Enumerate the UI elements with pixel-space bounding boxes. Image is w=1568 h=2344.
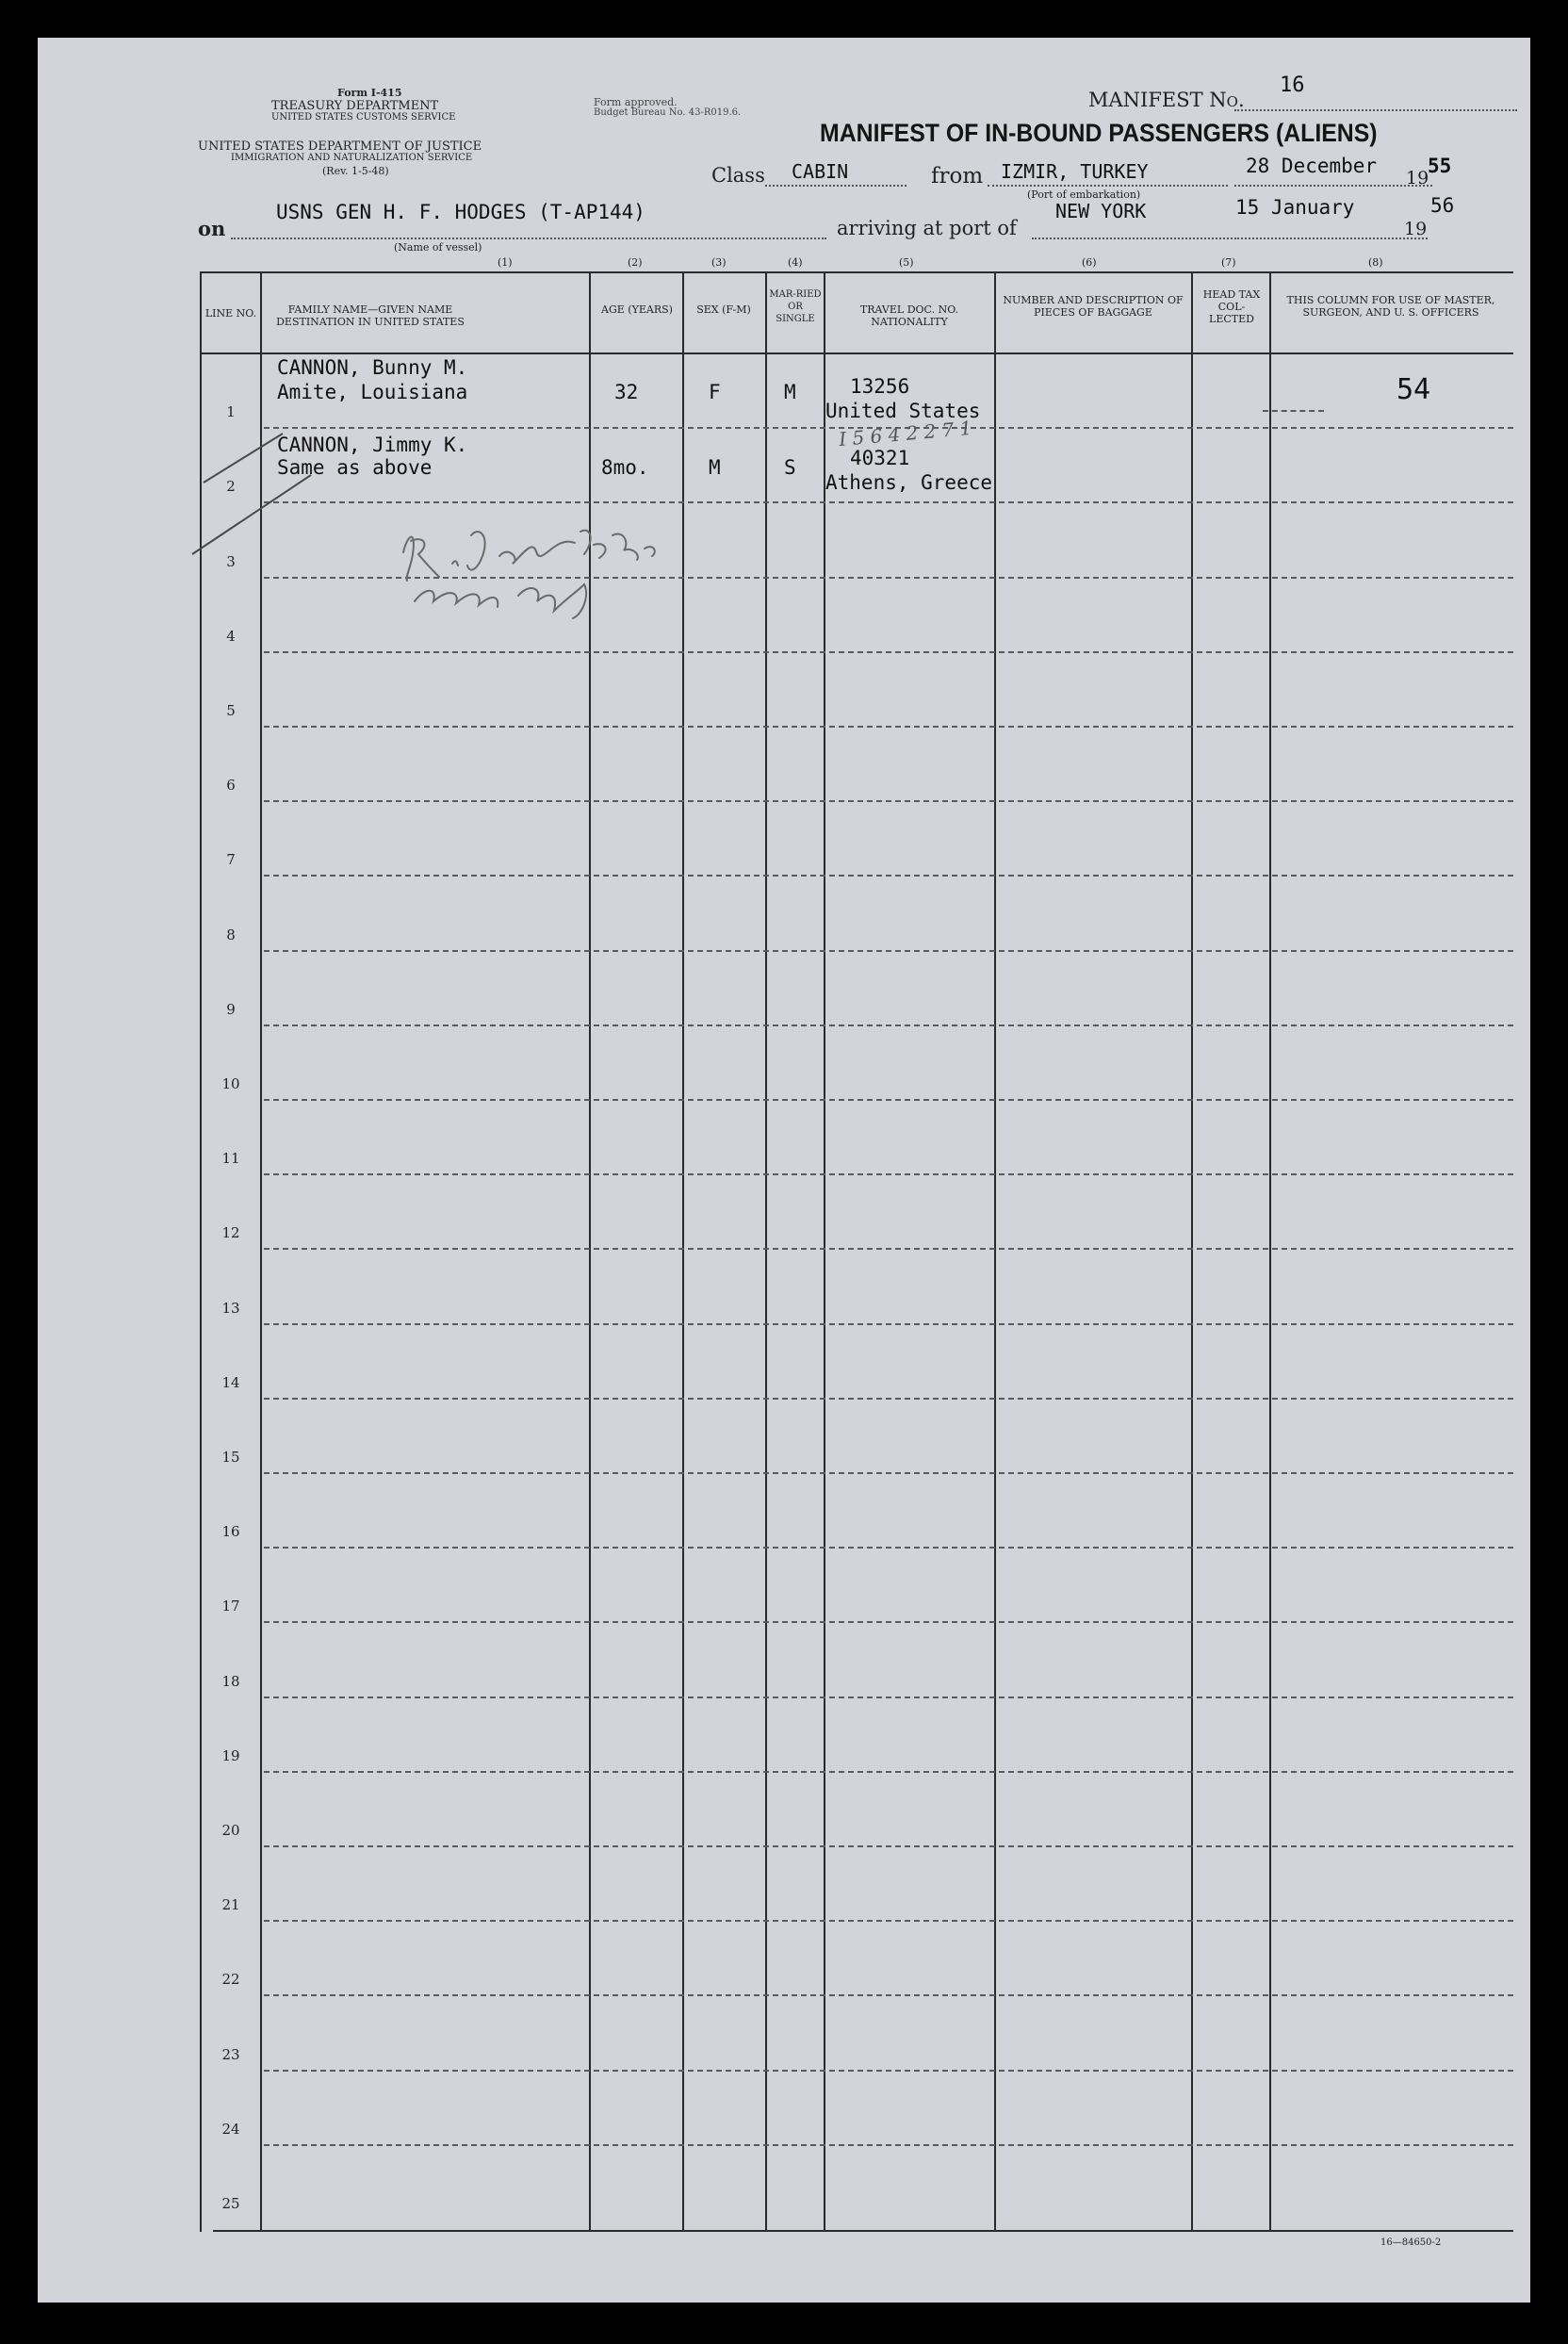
passenger-age: 32 [614, 381, 639, 403]
col-divider [994, 271, 996, 2232]
table-row [264, 1398, 1513, 1400]
arrival-year: 56 [1430, 194, 1455, 217]
row-number: 20 [221, 1822, 240, 1839]
form-number: Form I-415 [337, 87, 402, 99]
passenger-sex: M [709, 456, 721, 479]
table-row [264, 1920, 1513, 1922]
row-number: 2 [226, 478, 236, 495]
travel-doc-number: 40321 [850, 447, 910, 469]
manifest-no-label: MANIFEST No. [1088, 89, 1245, 111]
vessel-name: USNS GEN H. F. HODGES (T-AP144) [276, 201, 645, 223]
manifest-no-value: 16 [1280, 74, 1305, 97]
row-number: 3 [226, 553, 236, 570]
from-label: from [931, 164, 984, 189]
ins-service: IMMIGRATION AND NATURALIZATION SERVICE [231, 153, 473, 163]
row-number: 12 [221, 1224, 240, 1241]
header-head-tax: HEAD TAX COL-LECTED [1202, 288, 1261, 325]
depart-year-prefix: 19 [1406, 168, 1429, 189]
vessel-caption: (Name of vessel) [394, 241, 482, 254]
header-travel-doc: TRAVEL DOC. NO. NATIONALITY [859, 303, 959, 328]
col-number: (3) [711, 256, 727, 269]
table-row [264, 875, 1513, 877]
header-line-no: LINE NO. [204, 307, 257, 320]
row-number: 15 [221, 1449, 240, 1466]
row-number: 25 [221, 2195, 240, 2212]
header-married: MAR-RIED OR SINGLE [769, 289, 822, 324]
passenger-destination: Same as above [277, 456, 433, 479]
nationality: United States [825, 400, 981, 422]
table-row [264, 2070, 1513, 2072]
header-age: AGE (YEARS) [601, 303, 673, 316]
arriving-label: arriving at port of [837, 217, 1017, 239]
row-number: 18 [221, 1673, 240, 1690]
col-number: (8) [1368, 256, 1383, 269]
table-row [264, 1845, 1513, 1847]
table-top-border [200, 271, 1513, 273]
customs-service: UNITED STATES CUSTOMS SERVICE [271, 112, 456, 123]
vessel-line [231, 238, 826, 239]
table-left-border [200, 271, 202, 2232]
table-row [264, 2144, 1513, 2146]
table-row [264, 1771, 1513, 1773]
row-number: 4 [226, 628, 236, 645]
manifest-title: MANIFEST OF IN-BOUND PASSENGERS (ALIENS) [820, 119, 1378, 147]
justice-department: UNITED STATES DEPARTMENT OF JUSTICE [198, 139, 482, 154]
port-embarkation-caption: (Port of embarkation) [1027, 189, 1141, 201]
passenger-marital: M [784, 381, 796, 403]
table-row [264, 726, 1513, 728]
arrival-year-prefix: 19 [1404, 219, 1428, 239]
table-row [264, 1323, 1513, 1325]
row-number: 1 [226, 403, 236, 420]
row-number: 14 [221, 1374, 240, 1391]
pen-slash-marks [179, 396, 320, 566]
form-approved: Form approved. [594, 96, 678, 108]
class-label: Class [711, 164, 765, 187]
on-label: on [198, 217, 226, 240]
depart-date-line [1234, 185, 1432, 187]
arrival-date-line [1234, 238, 1428, 239]
row-number: 5 [226, 702, 236, 719]
header-sex: SEX (F-M) [696, 303, 751, 316]
table-row [264, 1173, 1513, 1175]
arrival-port: NEW YORK [1055, 200, 1147, 222]
class-line [765, 185, 906, 187]
passenger-marital: S [784, 456, 796, 479]
table-row [264, 1697, 1513, 1698]
col-divider [260, 271, 262, 2232]
class-value: CABIN [792, 160, 849, 183]
nationality: Athens, Greece [825, 471, 993, 494]
row-number: 13 [221, 1300, 240, 1317]
col-divider [1269, 271, 1271, 2232]
footer-code: 16—84650-2 [1380, 2237, 1442, 2248]
passenger-age: 8mo. [601, 456, 649, 479]
from-value: IZMIR, TURKEY [1001, 160, 1149, 183]
depart-year: 55 [1428, 155, 1452, 177]
row-number: 23 [221, 2046, 240, 2063]
col-number: (5) [899, 256, 914, 269]
row-number: 11 [221, 1150, 240, 1167]
passenger-name: CANNON, Jimmy K. [277, 434, 468, 456]
table-row [264, 1099, 1513, 1101]
revision: (Rev. 1-5-48) [322, 165, 389, 177]
row-number: 8 [226, 926, 236, 943]
arrival-port-line [1032, 238, 1239, 239]
col-number: (2) [628, 256, 643, 269]
row-number: 22 [221, 1971, 240, 1988]
table-row [264, 1024, 1513, 1026]
header-name-destination: FAMILY NAME—GIVEN NAME DESTINATION IN UNITED STATES [276, 303, 465, 328]
table-bottom-border [213, 2230, 1513, 2232]
manifest-no-line [1234, 109, 1517, 111]
travel-doc-number: 13256 [850, 375, 910, 398]
doc-annotation: I 5 6 4 2 2 7 1 [838, 416, 973, 451]
officer-note: 54 [1396, 373, 1431, 406]
col-divider [824, 271, 825, 2232]
col-number: (1) [498, 256, 513, 269]
header-officers: THIS COLUMN FOR USE OF MASTER, SURGEON, AND U. S. OFFICERS [1286, 294, 1495, 319]
row-number: 24 [221, 2121, 240, 2138]
row-number: 21 [221, 1896, 240, 1913]
table-row [264, 1248, 1513, 1250]
col-divider [1191, 271, 1193, 2232]
arrival-date: 15 January [1235, 196, 1355, 219]
row-number: 19 [221, 1747, 240, 1764]
table-row [264, 1547, 1513, 1549]
passenger-name: CANNON, Bunny M. [277, 356, 468, 379]
table-header-border [200, 352, 1513, 354]
row-number: 10 [221, 1075, 240, 1092]
manifest-sheet [38, 38, 1530, 2303]
col-number: (7) [1221, 256, 1236, 269]
table-row [264, 651, 1513, 653]
table-row [264, 1472, 1513, 1474]
table-row [264, 800, 1513, 802]
col-divider [765, 271, 767, 2232]
depart-date: 28 December [1246, 155, 1378, 177]
budget-bureau: Budget Bureau No. 43-R019.6. [594, 107, 742, 118]
officer-note-dash [1263, 410, 1324, 412]
table-row [264, 950, 1513, 952]
col-number: (4) [788, 256, 803, 269]
treasury-department: TREASURY DEPARTMENT [271, 99, 439, 113]
table-row [264, 1994, 1513, 1996]
header-baggage: NUMBER AND DESCRIPTION OF PIECES OF BAGGAGE [1003, 294, 1184, 319]
row-number: 9 [226, 1001, 236, 1018]
row-number: 7 [226, 851, 236, 868]
passenger-destination: Amite, Louisiana [277, 381, 468, 403]
passenger-sex: F [709, 381, 721, 403]
row-number: 16 [221, 1523, 240, 1540]
handwritten-signature [358, 498, 754, 620]
row-number: 6 [226, 777, 236, 794]
row-number: 17 [221, 1598, 240, 1615]
col-number: (6) [1082, 256, 1097, 269]
from-line [988, 185, 1228, 187]
table-row [264, 1621, 1513, 1623]
